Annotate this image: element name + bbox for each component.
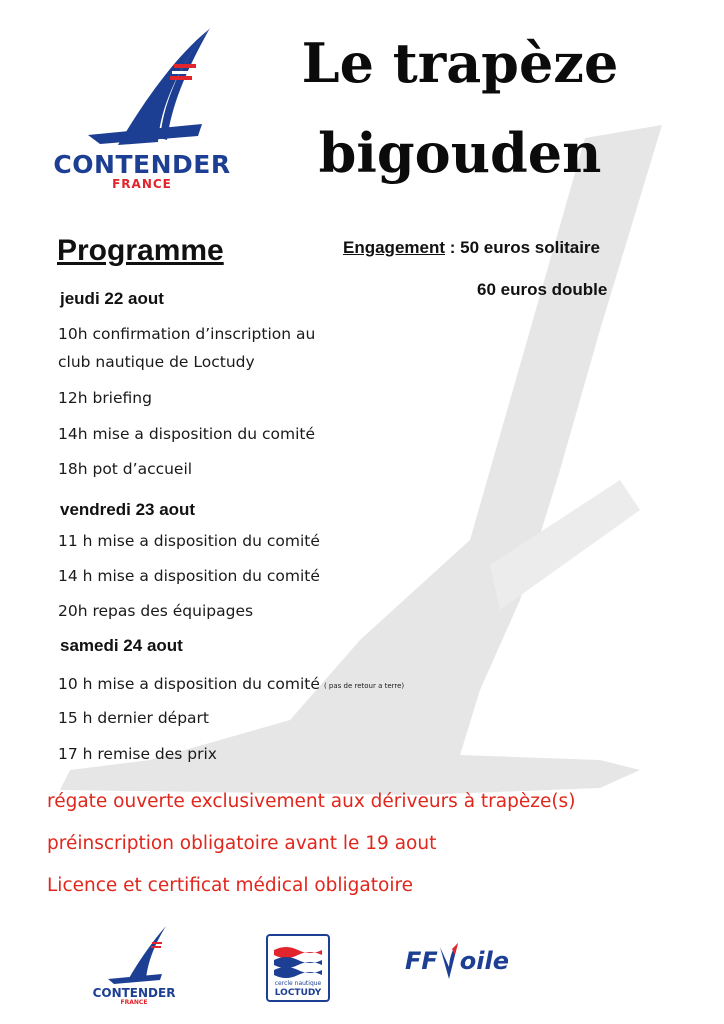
- sail-v-icon: [438, 941, 460, 981]
- contender-footer-logo-icon: [92, 924, 176, 990]
- brand-name: CONTENDER: [53, 150, 231, 179]
- schedule-item: 12h briefing: [58, 389, 152, 407]
- schedule-item-text: 10 h mise a disposition du comité: [58, 675, 320, 693]
- ffvoile-logo: [405, 936, 509, 986]
- day-label: samedi 24 aout: [60, 636, 183, 655]
- engagement-double: 60 euros double: [477, 280, 608, 299]
- schedule-item: club nautique de Loctudy: [58, 353, 255, 371]
- notice-line: préinscription obligatoire avant le 19 aout: [47, 833, 437, 854]
- schedule-item-note: ( pas de retour a terre): [323, 682, 405, 690]
- notice-line: Licence et certificat médical obligatoire: [47, 875, 414, 896]
- brand-sub: FRANCE: [112, 177, 172, 191]
- ffvoile-voile: oile: [459, 947, 510, 975]
- club-line-1: cercle nautique: [274, 980, 322, 987]
- club-line-2: LOCTUDY: [274, 988, 322, 998]
- title-line-2: bigouden: [318, 121, 602, 185]
- notice-line: régate ouverte exclusivement aux dériveurs à trapèze(s): [47, 791, 576, 812]
- schedule-item: 14 h mise a disposition du comité: [58, 567, 320, 585]
- schedule-item: 18h pot d’accueil: [58, 460, 193, 478]
- schedule-item: 11 h mise a disposition du comité: [58, 532, 320, 550]
- footer-brand-sub: FRANCE: [120, 999, 148, 1006]
- footer-brand-name: CONTENDER: [92, 986, 176, 1000]
- day-label: jeudi 22 aout: [60, 289, 164, 308]
- day-label: vendredi 23 aout: [60, 500, 196, 519]
- engagement-label: Engagement: [343, 238, 446, 257]
- ffvoile-ff: FF: [405, 947, 438, 975]
- programme-heading: Programme: [57, 234, 224, 267]
- engagement-solo-price: : 50 euros solitaire: [445, 238, 600, 257]
- waves-icon: [272, 942, 324, 982]
- schedule-item: 17 h remise des prix: [58, 745, 217, 763]
- schedule-item: 20h repas des équipages: [58, 602, 254, 620]
- title-line-1: Le trapèze: [301, 31, 619, 95]
- schedule-item: 10h confirmation d’inscription au: [58, 325, 316, 343]
- schedule-item: 14h mise a disposition du comité: [58, 425, 315, 443]
- contender-footer-brand: [84, 986, 184, 1006]
- loctudy-club-logo: [266, 934, 330, 1002]
- schedule-item: 15 h dernier départ: [58, 709, 210, 727]
